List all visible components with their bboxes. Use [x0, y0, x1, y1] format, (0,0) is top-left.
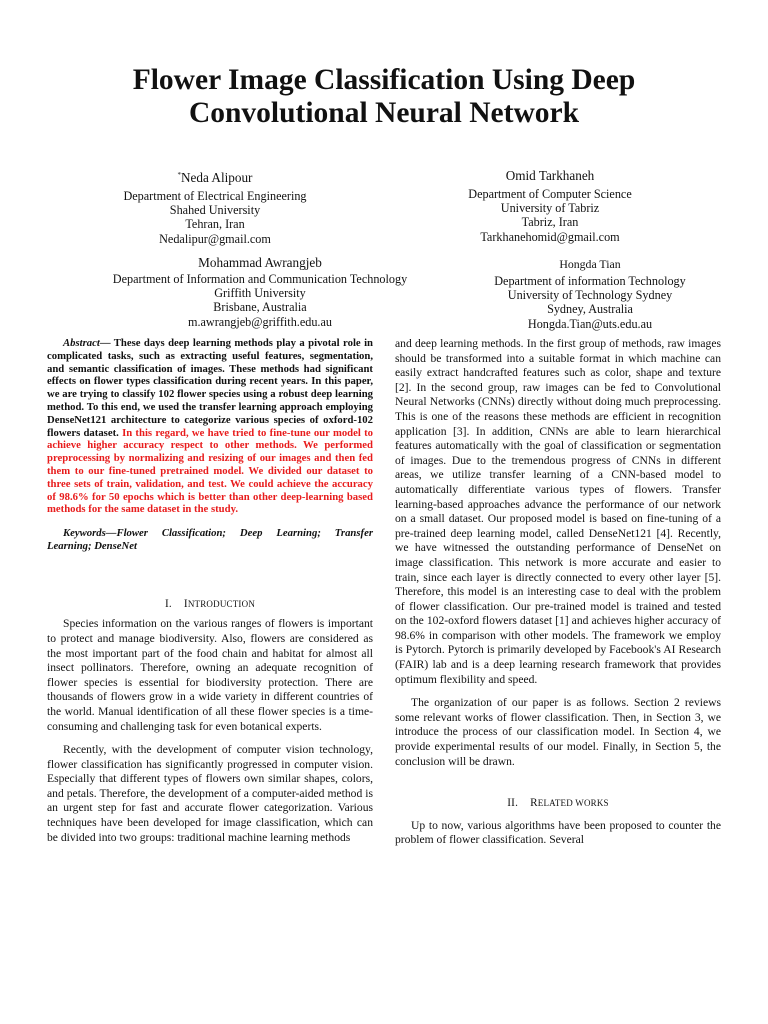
intro-paragraph-3: and deep learning methods. In the first group of methods, raw images should be transformed into a suitable format in which machine can easily extract handcrafted features such as color, shape and texture [2]. In the second group, raw images can be fed to Convolutional Neural Networks (CNNs) directly without doing much preprocessing. This is one of the reasons these methods are efficient in recognition application [3]. In addition, CNNs are able to learn hierarchical features automatically with the goal of classification or segmentation of images. Due to the tremendous progress of CNNs in different areas, we utilize transfer learning of a CNN-based model to automatically differentiate various types of flowers. Transfer learning-based approaches advance the performance of our network on a small dataset. Our proposed model is based on fine-tuning of a pre-trained deep learning model, called DenseNet121 [4]. Recently, we have witnessed the outstanding performance of DenseNet on image classification. This network is more accurate and easier to train, since each layer is directly connected to every other layer [5]. Therefore, this model is an interesting case to deal with the problem of flower classification. Our pre-trained model is trained and tested on the 102-oxford flowers dataset [1] and achieves higher accuracy of 98.6% in comparison with other models. The framework we employ is Pytorch. Pytorch is primarily developed by Facebook's AI Research (FAIR) lab and is a deep learning research framework that provides optimum flexibility and speed.	[395, 337, 721, 686]
author-location: Brisbane, Australia	[213, 300, 307, 315]
author-email: Hongda.Tian@uts.edu.au	[527, 316, 653, 331]
author-block-2	[430, 168, 670, 244]
author-location: Tehran, Iran	[185, 217, 245, 232]
related-paragraph-1: Up to now, various algorithms have been proposed to counter the problem of flower classification. Several	[395, 818, 721, 847]
author-department: Department of Computer Science	[468, 187, 632, 201]
abstract-text: These days deep learning methods play a pivotal role in complicated tasks, such as extracting useful features, segmentation, and semantic classification of images. These methods had significant effects on flower types classification during recent years. In this paper, we are trying to classify 102 flower species using a robust deep learning method. To this end, we used the transfer learning approach employing DenseNet121 architecture to categorize various species of oxford-102 flowers dataset.	[47, 337, 373, 439]
author-department: Department of Information and Communication Technology	[112, 272, 408, 286]
left-column	[47, 337, 373, 845]
author-institution: Shahed University	[169, 203, 261, 218]
keywords-text: —Flower Classification; Deep Learning; Transfer Learning; DenseNet	[47, 527, 373, 552]
author-name: Omid Tarkhaneh	[505, 168, 595, 183]
intro-paragraph-1: Species information on the various ranges of flowers is important to protect and manage biodiversity. Also, flowers are considered as the most important part of the food chain and habitat for almost all insect pollinators. Therefore, owning an adequate recognition of flower species is essential for biodiversity protection. There are thousands of flowers grow in a wide variety in different countries of the world. Manual identification of all these flower species is a time-consuming and challenging task for even botanical experts.	[47, 617, 373, 733]
section-heading-related-works: II. RELATED WORKS	[507, 797, 609, 810]
author-location: Sydney, Australia	[547, 302, 633, 317]
author-name: Mohammad Awrangjeb	[198, 255, 322, 270]
author-location: Tabriz, Iran	[521, 215, 579, 230]
author-block-4	[450, 257, 730, 331]
abstract-label: Abstract	[63, 337, 100, 349]
author-institution: University of Tabriz	[500, 201, 600, 216]
abstract-highlight: In this regard, we have tried to fine-tune our model to achieve higher accuracy respect to other methods. We performed preprocessing by normalizing and resizing of our images and then fed them to our fine-tuned pretrained model. We divided our dataset to three sets of train, validation, and test. We could achieve the accuracy of 98.6% for 50 epochs which is better than other deep-learning based methods for the same dataset in the study.	[47, 426, 374, 516]
author-email: Tarkhanehomid@gmail.com	[480, 229, 620, 244]
section-heading-introduction: I. INTRODUCTION	[164, 597, 256, 610]
author-name: Hongda Tian	[559, 257, 621, 271]
right-column	[395, 337, 721, 848]
author-block-1	[105, 168, 325, 246]
paper-title: Flower Image Classification Using Deep Convolutional Neural Network	[132, 64, 636, 129]
author-name: *Neda Alipour	[177, 170, 253, 185]
intro-paragraph-2: Recently, with the development of computer vision technology, flower classification has significantly progressed in computer vision. Especially that different types of flowers own similar shapes, colors, and petals. Therefore, the development of a computer-aided method is an urgent step for fast and accurate flower categorization. Various techniques have been developed for image classification, which can be divided into two groups: traditional machine learning methods	[47, 743, 373, 844]
keywords-label: Keywords	[63, 527, 106, 540]
abstract: Abstract— These days deep learning methods play a pivotal role in complicated tasks, such as extracting useful features, segmentation, and semantic classification of images. These methods had significant effects on flower types classification during recent years. In this paper, we are trying to classify 102 flower species using a robust deep learning method. To this end, we used the transfer learning approach employing DenseNet121 architecture to categorize various species of oxford-102 flowers dataset. In this regard, we have tried to fine-tune our model to achieve higher accuracy respect to other methods. We performed preprocessing by normalizing and resizing of our images and then fed them to our fine-tuned pretrained model. We divided our dataset to three sets of train, validation, and test. We could achieve the accuracy of 98.6% for 50 epochs which is better than other deep-learning based methods for the same dataset in the study.	[47, 337, 374, 516]
author-department: Department of Electrical Engineering	[123, 189, 307, 203]
author-institution: University of Technology Sydney	[507, 288, 673, 303]
author-email: m.awrangjeb@griffith.edu.au	[187, 314, 332, 329]
author-department: Department of information Technology	[494, 274, 686, 288]
author-block-3	[90, 255, 430, 329]
intro-paragraph-4: The organization of our paper is as follows. Section 2 reviews some relevant works of flower classification. Then, in Section 3, we introduce the process of our classification model. In Section 4, we provide experimental results of our model. Finally, in Section 5, the conclusion will be drawn.	[395, 696, 721, 768]
author-email: Nedalipur@gmail.com	[159, 231, 271, 246]
author-institution: Griffith University	[214, 286, 306, 301]
keywords	[47, 527, 373, 553]
